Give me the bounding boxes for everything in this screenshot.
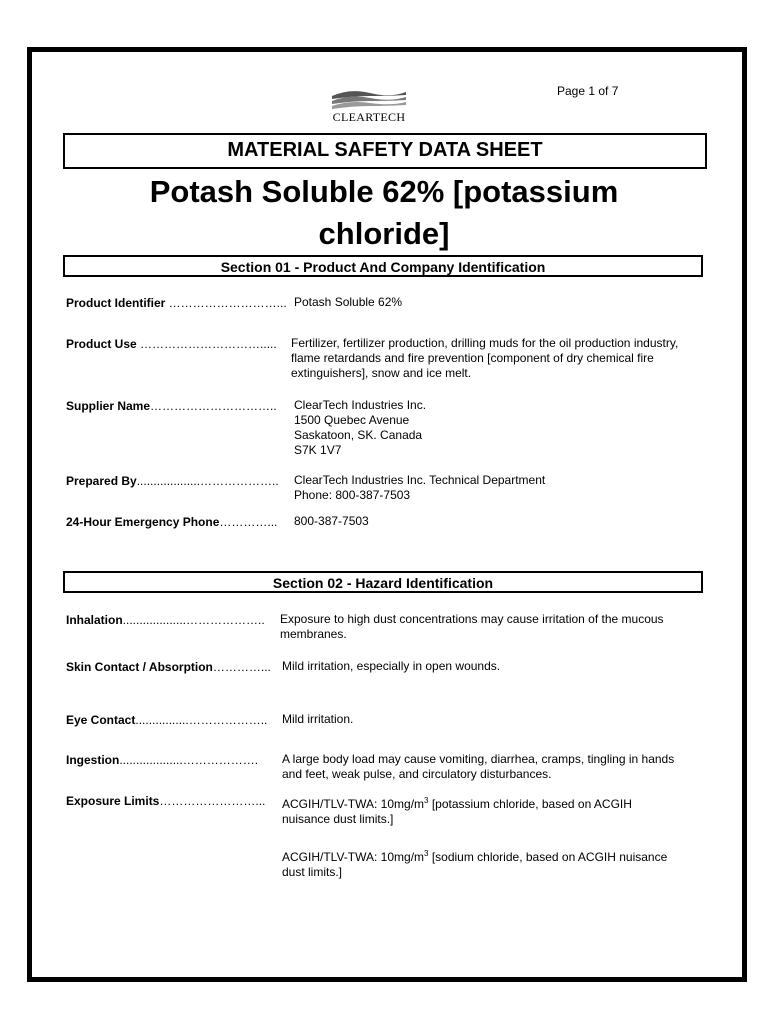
page-number: Page 1 of 7 — [557, 84, 619, 98]
product-name — [64, 171, 704, 255]
emergency-phone-label: 24-Hour Emergency Phone…………... — [66, 515, 278, 529]
skin-contact-value: Mild irritation, especially in open wounds. — [282, 659, 501, 673]
inhalation-value: Exposure to high dust concentrations may cause irritation of the mucous membranes. — [280, 612, 664, 641]
emergency-phone-value: 800-387-7503 — [294, 514, 369, 528]
section02-title: Section 02 - Hazard Identification — [272, 575, 494, 591]
section02-header — [63, 571, 703, 593]
prepared-by-label: Prepared By...................……………….. — [66, 474, 279, 488]
supplier-name-label: Supplier Name………………………….. — [66, 399, 277, 413]
exposure-limits-label: Exposure Limits……………………... — [66, 794, 266, 808]
product-identifier-value: Potash Soluble 62% — [294, 295, 403, 309]
inhalation-label: Inhalation...................……………….. — [66, 613, 265, 627]
product-name-line2: chloride] — [318, 216, 450, 251]
prepared-by-value: ClearTech Industries Inc. Technical Department Phone: 800-387-7503 — [294, 473, 546, 502]
exposure-limit-1: ACGIH/TLV-TWA: $10mg/m^3$ [potassium chloride, based on ACGIH nuisance dust limits.] — [282, 796, 632, 826]
supplier-name-value: ClearTech Industries Inc. 1500 Quebec Avenue Saskatoon, SK. Canada S7K 1V7 — [294, 398, 427, 457]
product-use-label: Product Use …………………………..... — [66, 337, 277, 351]
section01-title: Section 01 - Product And Company Identification — [220, 259, 546, 275]
section01-header — [63, 255, 703, 277]
title-box — [63, 133, 707, 169]
document-title: MATERIAL SAFETY DATA SHEET — [227, 139, 543, 161]
logo-waves-icon — [330, 88, 408, 112]
product-name-line1: Potash Soluble 62% [potassium — [149, 174, 619, 209]
product-use-value: Fertilizer, fertilizer production, drilling muds for the oil production industry, flame retardands and fire prevention [component of dry chemical fire extinguishers], snow and ice melt. — [291, 336, 679, 380]
cleartech-logo — [330, 88, 408, 128]
eye-contact-label: Eye Contact................……………….. — [66, 713, 268, 727]
product-identifier-label: Product Identifier ………………………... — [66, 296, 287, 310]
eye-contact-value: Mild irritation. — [282, 712, 354, 726]
exposure-limit-2: ACGIH/TLV-TWA: $10mg/m^3$ [sodium chloride, based on ACGIH nuisance dust limits.] — [282, 849, 668, 879]
logo-text: CLEARTECH — [332, 110, 406, 124]
skin-contact-label: Skin Contact / Absorption…………... — [66, 660, 271, 674]
ingestion-value: A large body load may cause vomiting, diarrhea, cramps, tingling in hands and feet, weak pulse, and circulatory disturbances. — [282, 752, 675, 781]
ingestion-label: Ingestion...................………………. — [66, 753, 259, 767]
